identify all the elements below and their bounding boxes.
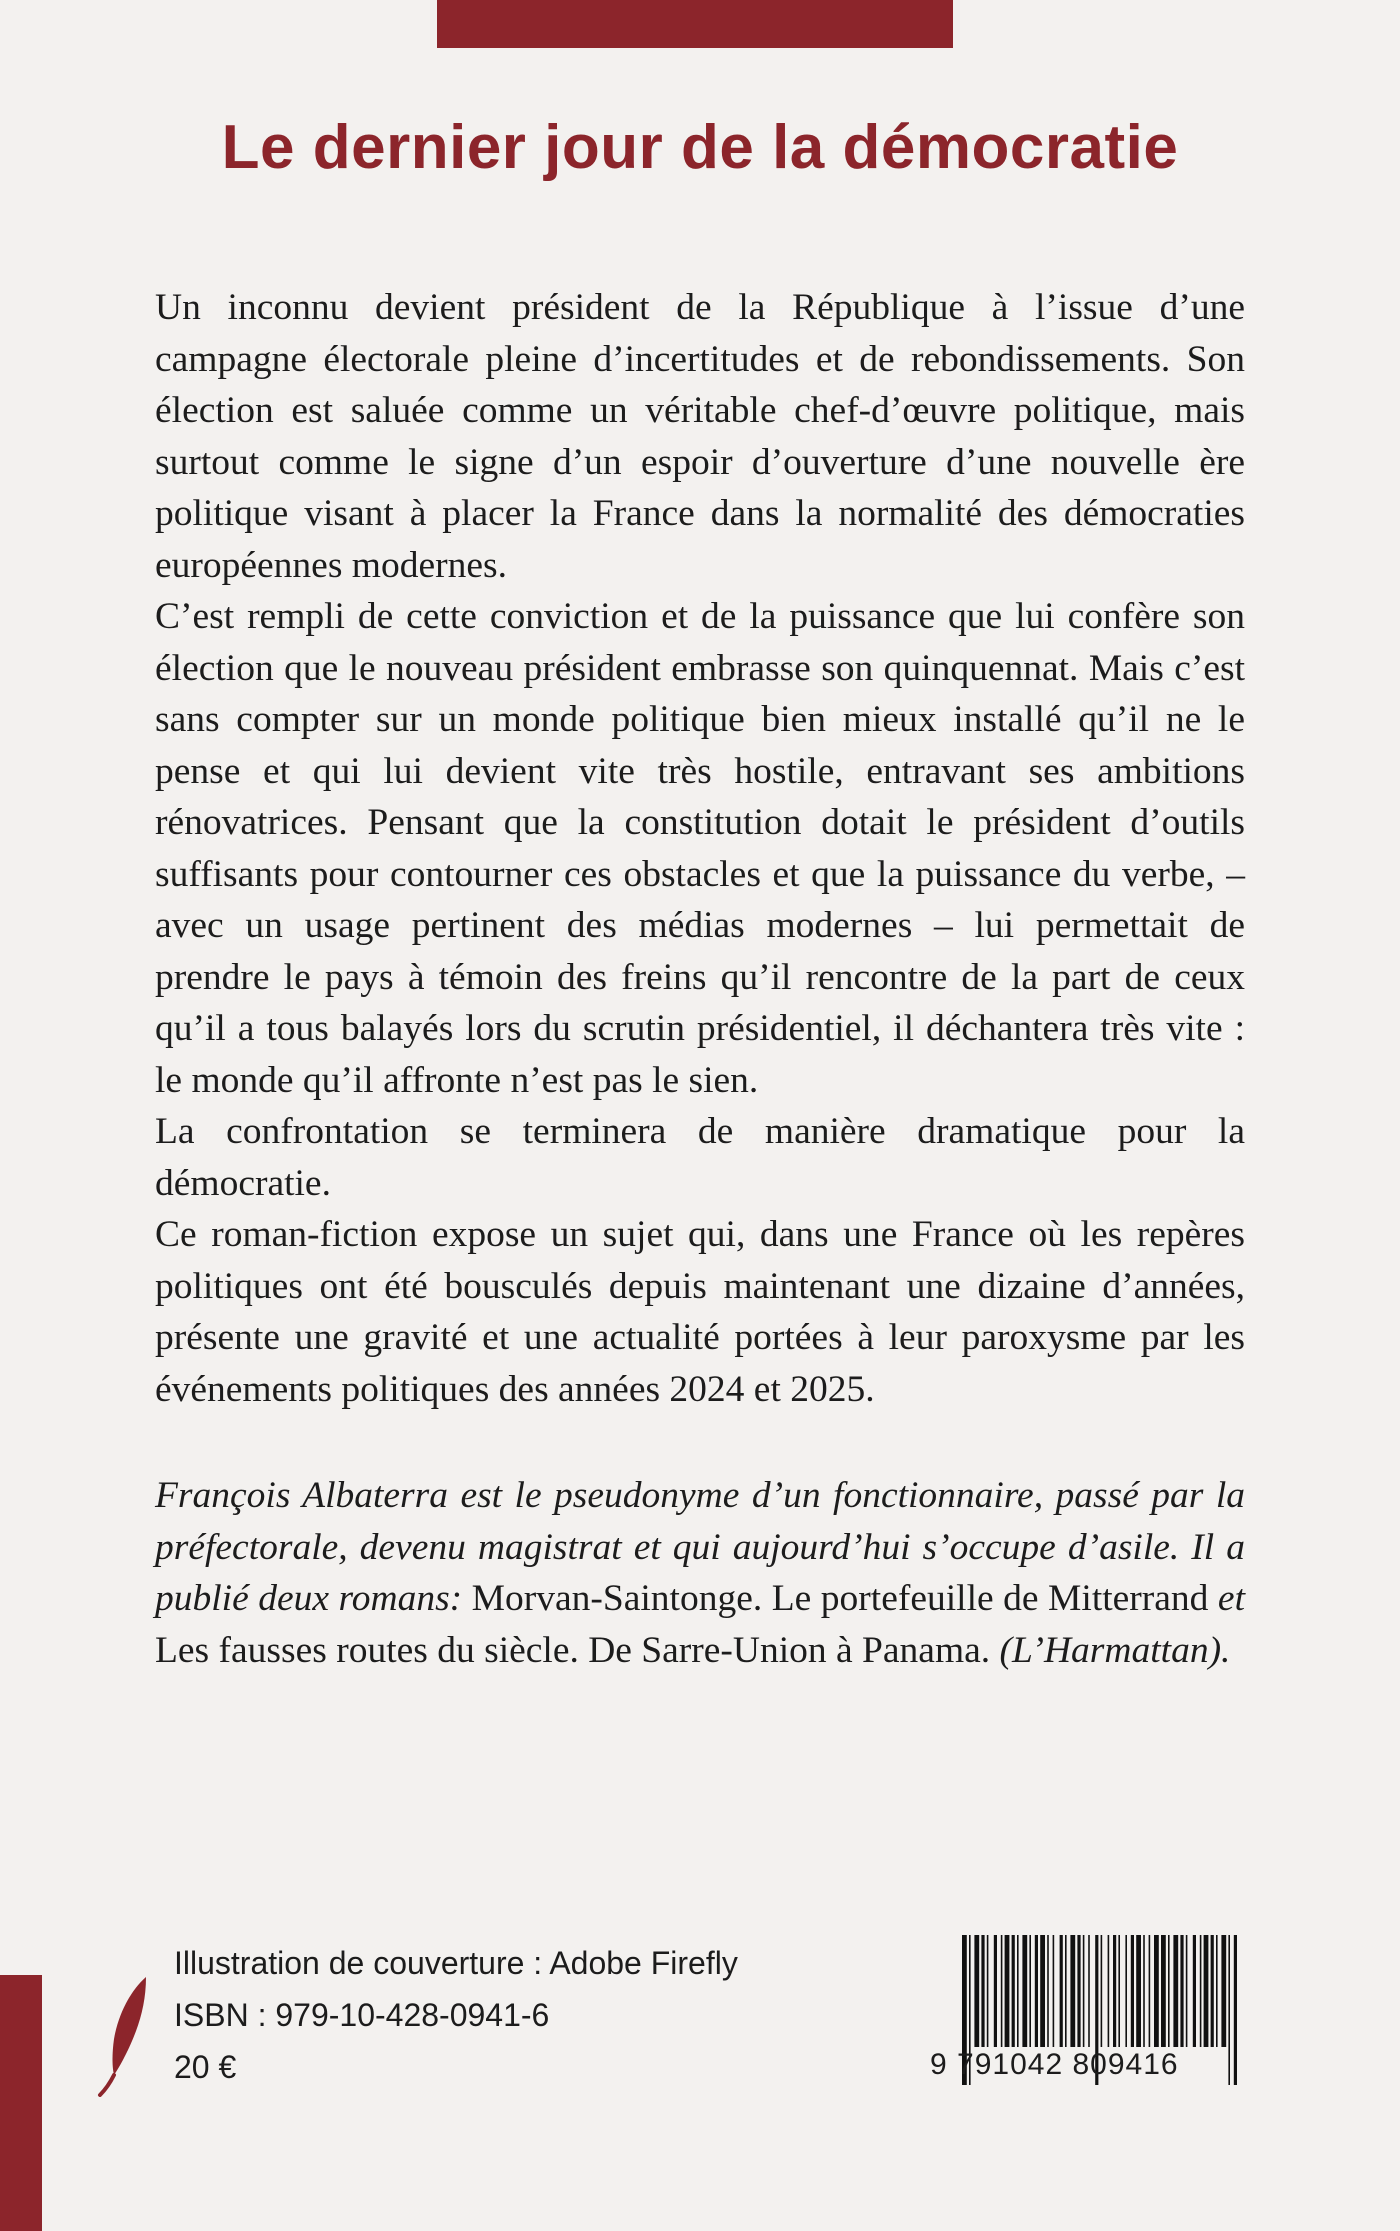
barcode-bar	[1108, 1935, 1110, 2047]
barcode-number: 9 791042 809416	[930, 2048, 1179, 2081]
isbn-label: ISBN : 979-10-428-0941-6	[174, 1997, 550, 2033]
barcode-bar	[1017, 1935, 1019, 2047]
illustration-credit: Illustration de couverture : Adobe Firefly	[174, 1945, 738, 1981]
barcode-bar	[1001, 1935, 1003, 2047]
barcode-bar	[1118, 1935, 1120, 2047]
barcode-bar	[1035, 1935, 1038, 2047]
barcode-bar	[1216, 1935, 1218, 2047]
blurb-paragraph: Ce roman-fiction expose un sujet qui, dans une France où les repères politiques ont été bousculés depuis maintenant une dizaine d’années, présente une gravité et une actualité portées à leur paroxysme par les événements politiques des années 2024 et 2025.	[155, 1214, 1245, 1410]
side-accent-band	[0, 1975, 42, 2231]
barcode-bar	[1143, 1935, 1145, 2047]
barcode-bar	[1204, 1935, 1209, 2047]
barcode-bar	[1029, 1935, 1031, 2047]
barcode-bar	[1070, 1935, 1075, 2047]
barcode-bar	[1065, 1935, 1067, 2047]
barcode-bar	[1161, 1935, 1166, 2047]
barcode-bar	[1221, 1935, 1226, 2047]
author-bio-intro: François Albaterra est le pseudonyme d’un fonctionnaire, passé par la préfectorale, devenu magistrat et qui aujourd’hui s’occupe d’asile. Il a publié deux romans:	[155, 1475, 1245, 1619]
barcode-bar	[1125, 1935, 1127, 2047]
barcode-bar	[1005, 1935, 1010, 2047]
blurb-paragraph: Un inconnu devient président de la République à l’issue d’une campagne électorale pleine d’incertitudes et de rebondissements. Son élection est saluée comme un véritable chef-d’œuvre politique, mais surtout comme le signe d’un espoir d’ouverture d’une nouvelle ère politique visant à placer la France dans la normalité des démocraties européennes modernes.	[155, 287, 1245, 586]
barcode-bar	[1053, 1935, 1055, 2047]
author-bio	[155, 1470, 1245, 1676]
price-label: 20 €	[174, 2049, 237, 2085]
feather-quill-icon	[96, 1975, 152, 2097]
bio-connector: et	[1208, 1578, 1245, 1619]
barcode-bar	[1136, 1935, 1141, 2047]
barcode-bar	[1149, 1935, 1151, 2047]
back-cover-blurb	[155, 282, 1245, 1415]
publisher-name: (L’Harmattan).	[999, 1629, 1231, 1671]
barcode-bar	[1040, 1935, 1045, 2047]
book-title: Le dernier jour de la démocratie	[221, 113, 1179, 182]
barcode-bar	[1060, 1935, 1063, 2047]
barcode-bar	[1154, 1935, 1159, 2047]
barcode-bar	[1193, 1935, 1196, 2047]
barcode-bar	[1077, 1935, 1080, 2047]
barcode-bar	[1200, 1935, 1202, 2047]
barcode-bar	[1012, 1935, 1015, 2047]
blurb-paragraph: La confrontation se terminera de manière dramatique pour la démocratie.	[155, 1111, 1245, 1204]
blurb-paragraph: C’est rempli de cette conviction et de la puissance que lui confère son élection que le nouveau président embrasse son quinquennat. Mais c’est sans compter sur un monde politique bien mieux installé qu’il ne le pense et qui lui devient vite très hostile, entravant ses ambitions rénovatrices. Pensant que la constitution dotait le président d’outils suffisants pour contourner ces obstacles et que la puissance du verbe, – avec un usage pertinent des médias modernes – lui permettait de prendre le pays à témoin des freins qu’il rencontre de la part de ceux qu’il a tous balayés lors du scrutin présidentiel, il déchantera très vite : le monde qu’il affronte n’est pas le sien.	[155, 596, 1245, 1101]
publication-credits	[174, 1937, 738, 2093]
barcode-bar	[1168, 1935, 1170, 2047]
barcode-bar	[1186, 1935, 1188, 2047]
barcode-bar	[994, 1935, 997, 2047]
barcode-bar	[1180, 1935, 1183, 2047]
book-title-2: Les fausses routes du siècle. De Sarre-Union à Panama.	[155, 1629, 991, 1671]
book-title-1: Morvan-Saintonge. Le portefeuille de Mitterrand	[471, 1578, 1209, 1619]
barcode-bar	[1113, 1935, 1116, 2047]
barcode-bar	[987, 1935, 989, 2047]
barcode-bar	[1088, 1935, 1090, 2047]
barcode-bar	[981, 1935, 984, 2047]
barcode-bar	[1083, 1935, 1085, 2047]
barcode-bar	[974, 1935, 979, 2047]
barcode-bar	[1101, 1935, 1103, 2047]
barcode-bar	[1211, 1935, 1214, 2047]
barcode-bar	[1173, 1935, 1178, 2047]
barcode-bar	[1022, 1935, 1027, 2047]
barcode-bar	[1131, 1935, 1134, 2047]
top-accent-band	[437, 0, 953, 48]
barcode-bar	[1047, 1935, 1049, 2047]
